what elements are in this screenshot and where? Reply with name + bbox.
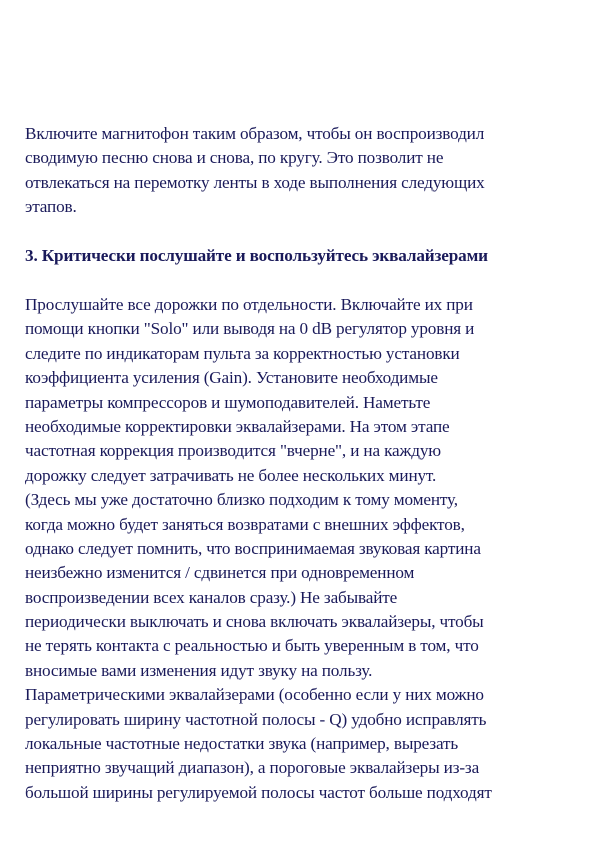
paragraph-line: частотная коррекция производится "вчерне", и на каждую [25, 441, 441, 461]
paragraph-line: большой ширины регулируемой полосы частот больше подходят [25, 782, 492, 802]
paragraph-line: воспроизведении всех каналов сразу.) Не забывайте [25, 587, 398, 607]
paragraph-line: неизбежно изменится / сдвинется при одновременном [25, 563, 415, 583]
paragraph-line: дорожку следует затрачивать не более нескольких минут. [25, 465, 437, 485]
paragraph-line: локальные частотные недостатки звука (например, вырезать [25, 734, 459, 754]
paragraph-line: сводимую песню снова и снова, по кругу. Это позволит не [25, 148, 444, 168]
paragraph-line: однако следует помнить, что воспринимаемая звуковая картина [25, 538, 481, 558]
paragraph-line: регулировать ширину частотной полосы - Q) удобно исправлять [25, 709, 487, 729]
paragraph-line: этапов. [25, 197, 77, 217]
paragraph-line: следите по индикаторам пульта за корректностью установки [25, 343, 460, 363]
paragraph-line: Прослушайте все дорожки по отдельности. Включайте их при [25, 295, 473, 314]
paragraph-line: Включите магнитофон таким образом, чтобы он воспроизводил [25, 124, 485, 143]
paragraph-line: когда можно будет заняться возвратами с внешних эффектов, [25, 514, 465, 534]
paragraph-line: параметры компрессоров и шумоподавителей. Наметьте [25, 392, 431, 412]
paragraph-line: периодически выключать и снова включать эквалайзеры, чтобы [25, 612, 484, 632]
body-paragraph [25, 293, 573, 805]
paragraph-line: помощи кнопки "Solo" или выводя на 0 dB регулятор уровня и [25, 319, 475, 339]
paragraph-line: неприятно звучащий диапазон), а пороговые эквалайзеры из-за [25, 758, 480, 778]
paragraph-line: отвлекаться на перемотку ленты в ходе выполнения следующих [25, 172, 485, 192]
paragraph-line: необходимые корректировки эквалайзерами. На этом этапе [25, 416, 450, 436]
paragraph-line: вносимые вами изменения идут звуку на пользу. [25, 660, 373, 680]
intro-paragraph [25, 122, 573, 220]
section-heading: 3. Критически послушайте и воспользуйтесь эквалайзерами [25, 246, 488, 265]
paragraph-line: (Здесь мы уже достаточно близко подходим к тому моменту, [25, 490, 458, 510]
paragraph-line: не терять контакта с реальностью и быть уверенным в том, что [25, 636, 479, 656]
paragraph-line: Параметрическими эквалайзерами (особенно если у них можно [25, 685, 484, 705]
paragraph-line: коэффициента усиления (Gain). Установите необходимые [25, 368, 438, 388]
